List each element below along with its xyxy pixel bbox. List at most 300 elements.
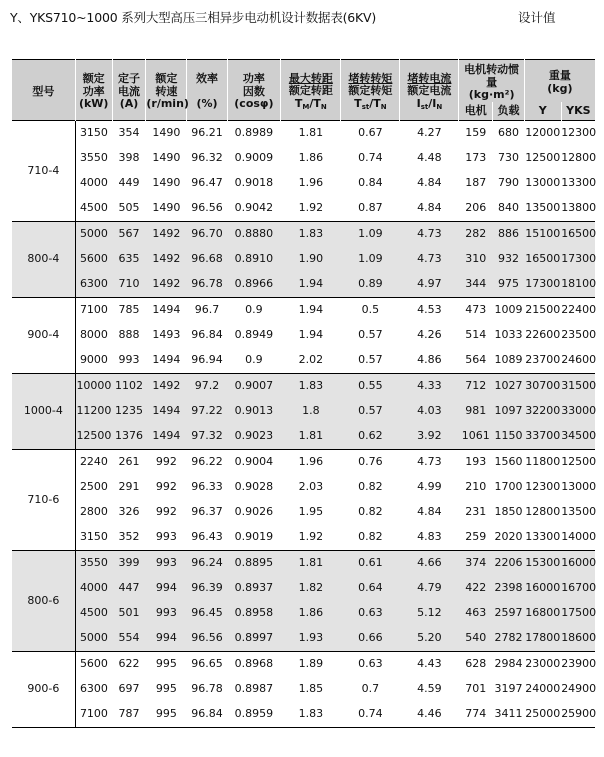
table-cell: 354 xyxy=(112,120,146,146)
table-cell: 886 xyxy=(493,221,525,247)
table-cell: 501 xyxy=(112,601,146,626)
table-cell: 993 xyxy=(155,530,177,544)
table-cell: 33000 xyxy=(561,399,595,424)
header-text: 额定转距 xyxy=(288,84,333,98)
table-cell: 1.94 xyxy=(281,297,341,323)
table-cell: 17300 xyxy=(561,247,595,272)
table-cell: 97.2 xyxy=(187,373,227,399)
table-cell: 995 xyxy=(146,651,187,677)
table-cell: 4.83 xyxy=(417,530,442,544)
table-cell: 0.9019 xyxy=(234,530,274,544)
table-cell: 96.56 xyxy=(187,626,227,652)
table-cell: 15100 xyxy=(524,221,561,247)
table-cell: 2206 xyxy=(493,550,525,576)
table-cell: 352 xyxy=(118,530,140,544)
header-text: 最大转距 xyxy=(288,71,333,85)
design-value-label: 设计值 xyxy=(518,10,556,25)
header-text: 额定 xyxy=(155,72,178,85)
table-cell: 0.5 xyxy=(341,297,400,323)
table-cell: 96.78 xyxy=(191,682,223,696)
table-cell: 3550 xyxy=(79,151,108,165)
header-text: (kW) xyxy=(78,97,109,111)
table-row xyxy=(12,196,595,222)
table-cell: 0.87 xyxy=(358,201,383,215)
table-cell: 3197 xyxy=(494,682,523,696)
header-text: 重量 xyxy=(548,69,571,83)
table-cell: 344 xyxy=(459,272,493,298)
table-row xyxy=(12,449,595,475)
header-text: 定子 xyxy=(118,72,140,85)
table-cell: 0.8987 xyxy=(234,682,274,696)
table-row xyxy=(12,373,595,399)
table-cell: 0.8895 xyxy=(227,550,281,576)
table-cell: 4.73 xyxy=(400,221,459,247)
table-cell: 23900 xyxy=(561,651,595,677)
table-cell: 4.66 xyxy=(400,550,459,576)
table-cell: 4.26 xyxy=(417,328,442,342)
table-cell: 33700 xyxy=(524,424,561,450)
table-cell: 1492 xyxy=(146,247,187,272)
model-cell: 800-6 xyxy=(12,550,75,651)
table-cell: 97.32 xyxy=(187,424,227,450)
header-power-factor xyxy=(227,60,281,121)
table-cell: 994 xyxy=(146,576,187,601)
header-inertia xyxy=(459,60,524,102)
table-cell: 1.90 xyxy=(281,247,341,272)
table-row xyxy=(12,601,595,626)
table-cell: 18100 xyxy=(561,272,595,298)
header-text: 效率 xyxy=(196,72,218,85)
table-cell: 4.53 xyxy=(400,297,459,323)
header-text: 功率 xyxy=(242,72,265,85)
table-cell: 1494 xyxy=(152,353,181,367)
table-cell: 5.20 xyxy=(400,626,459,652)
table-cell: 193 xyxy=(459,449,493,475)
table-cell: 0.8958 xyxy=(227,601,281,626)
table-cell: 1.83 xyxy=(281,221,341,247)
table-cell: 0.66 xyxy=(341,626,400,652)
table-cell: 13500 xyxy=(525,201,561,215)
table-cell: 730 xyxy=(497,151,519,165)
header-rated-power xyxy=(75,60,112,121)
table-cell: 4.99 xyxy=(417,480,442,494)
table-cell: 1.8 xyxy=(281,399,341,424)
header-rated-speed xyxy=(146,60,187,121)
table-cell: 25000 xyxy=(525,707,561,721)
table-cell: 97.22 xyxy=(187,399,227,424)
table-cell: 0.67 xyxy=(341,120,400,146)
table-cell: 96.24 xyxy=(187,550,227,576)
table-cell: 1494 xyxy=(146,399,187,424)
table-row xyxy=(12,146,595,171)
table-cell: 1.92 xyxy=(298,201,324,215)
table-cell: 16500 xyxy=(561,221,595,247)
table-cell: 993 xyxy=(146,601,187,626)
table-cell: 975 xyxy=(493,272,525,298)
table-row xyxy=(12,651,595,677)
table-cell: 12300 xyxy=(525,480,561,494)
header-locked-torque xyxy=(341,60,400,121)
table-cell: 23500 xyxy=(561,328,597,342)
table-cell: 4.03 xyxy=(400,399,459,424)
header-text: (kg) xyxy=(547,81,573,95)
table-row xyxy=(12,399,595,424)
header-text: 电流 xyxy=(118,84,140,98)
table-cell: 1492 xyxy=(146,373,187,399)
table-cell: 1.81 xyxy=(281,550,341,576)
header-weight-y: Y xyxy=(524,102,561,121)
table-cell: 5600 xyxy=(75,651,112,677)
table-cell: 1490 xyxy=(152,201,181,215)
table-cell: 2800 xyxy=(79,505,108,519)
table-cell: 6300 xyxy=(79,682,108,696)
table-cell: 1.86 xyxy=(298,151,324,165)
table-cell: 173 xyxy=(465,151,487,165)
table-cell: 2500 xyxy=(79,480,108,494)
table-cell: 399 xyxy=(112,550,146,576)
table-cell: 995 xyxy=(155,707,177,721)
row-group-710-4 xyxy=(12,120,595,221)
table-cell: 5000 xyxy=(75,221,112,247)
table-cell: 261 xyxy=(112,449,146,475)
table-cell: 10000 xyxy=(75,373,112,399)
table-cell: 12800 xyxy=(525,505,561,519)
table-cell: 0.74 xyxy=(358,707,383,721)
table-cell: 0.57 xyxy=(341,399,400,424)
table-row xyxy=(12,475,595,500)
table-row xyxy=(12,221,595,247)
table-row xyxy=(12,525,595,551)
table-cell: 0.8910 xyxy=(227,247,281,272)
table-cell: 1490 xyxy=(152,176,181,190)
table-row xyxy=(12,576,595,601)
table-cell: 2240 xyxy=(75,449,112,475)
table-cell: 34500 xyxy=(561,424,595,450)
table-cell: 0.8949 xyxy=(234,328,274,342)
table-cell: 932 xyxy=(493,247,525,272)
model-cell: 800-4 xyxy=(12,221,75,297)
table-cell: 981 xyxy=(459,399,493,424)
table-cell: 96.22 xyxy=(187,449,227,475)
table-cell: 17300 xyxy=(524,272,561,298)
table-cell: 1102 xyxy=(112,373,146,399)
table-cell: 13000 xyxy=(561,480,597,494)
table-cell: 0.89 xyxy=(341,272,400,298)
table-cell: 31500 xyxy=(561,373,595,399)
header-text: 额定转矩 xyxy=(348,84,393,98)
table-cell: 0.64 xyxy=(341,576,400,601)
table-cell: 1.95 xyxy=(298,505,324,519)
header-weight xyxy=(524,60,595,102)
table-cell: 1490 xyxy=(146,120,187,146)
model-cell: 710-4 xyxy=(12,120,75,221)
table-row xyxy=(12,677,595,702)
table-cell: 0.9 xyxy=(245,353,263,367)
table-cell: 567 xyxy=(112,221,146,247)
table-cell: 96.78 xyxy=(187,272,227,298)
table-cell: 16000 xyxy=(561,550,595,576)
table-cell: 12500 xyxy=(75,424,112,450)
table-cell: 1.94 xyxy=(281,272,341,298)
table-cell: 1.09 xyxy=(341,221,400,247)
table-cell: 0.8966 xyxy=(227,272,281,298)
table-cell: 1.96 xyxy=(298,176,324,190)
table-cell: 680 xyxy=(493,120,525,146)
model-cell: 900-6 xyxy=(12,651,75,727)
table-cell: 16000 xyxy=(524,576,561,601)
table-cell: 1150 xyxy=(493,424,525,450)
table-cell: 0.9028 xyxy=(234,480,274,494)
table-cell: 0.9018 xyxy=(234,176,274,190)
table-cell: 11200 xyxy=(75,399,112,424)
table-cell: 2398 xyxy=(493,576,525,601)
table-cell: 1490 xyxy=(152,151,181,165)
table-cell: 473 xyxy=(459,297,493,323)
table-cell: 1.82 xyxy=(281,576,341,601)
header-text: 堵转转矩 xyxy=(348,71,393,85)
table-cell: 5000 xyxy=(75,626,112,652)
table-cell: 4.59 xyxy=(417,682,442,696)
table-cell: 1376 xyxy=(112,424,146,450)
table-cell: 210 xyxy=(465,480,487,494)
table-cell: 159 xyxy=(459,120,493,146)
table-cell: 1560 xyxy=(493,449,525,475)
header-text: (r/min) xyxy=(146,97,189,111)
table-cell: 7100 xyxy=(75,297,112,323)
table-cell: 0.82 xyxy=(358,530,383,544)
table-cell: 96.33 xyxy=(191,480,223,494)
table-cell: 790 xyxy=(497,176,519,190)
table-cell: 0.61 xyxy=(341,550,400,576)
table-cell: 23000 xyxy=(524,651,561,677)
table-cell: 1.92 xyxy=(298,530,324,544)
header-text: (kg·m²) xyxy=(468,88,515,102)
table-cell: 259 xyxy=(465,530,487,544)
table-cell: 0.9009 xyxy=(234,151,274,165)
table-cell: 1009 xyxy=(493,297,525,323)
table-cell: 4.97 xyxy=(400,272,459,298)
table-cell: 0.82 xyxy=(358,505,383,519)
table-cell: 0.76 xyxy=(341,449,400,475)
table-cell: 5.12 xyxy=(400,601,459,626)
table-cell: 4.73 xyxy=(400,247,459,272)
table-cell: 3150 xyxy=(79,530,108,544)
table-cell: 12500 xyxy=(525,151,561,165)
header-stator-current xyxy=(112,60,146,121)
table-cell: 0.8968 xyxy=(227,651,281,677)
header-formula: $T_M/T_N$ xyxy=(294,97,327,112)
header-inertia-motor: 电机 xyxy=(459,102,493,121)
table-cell: 7100 xyxy=(79,707,108,721)
table-cell: 206 xyxy=(465,201,487,215)
table-cell: 16700 xyxy=(561,576,595,601)
table-cell: 1493 xyxy=(152,328,181,342)
table-cell: 13800 xyxy=(561,201,597,215)
header-weight-yks: YKS xyxy=(561,102,595,121)
table-cell: 0.9007 xyxy=(227,373,281,399)
model-cell: 1000-4 xyxy=(12,373,75,449)
model-cell: 710-6 xyxy=(12,449,75,550)
table-cell: 13500 xyxy=(561,505,597,519)
table-cell: 12000 xyxy=(524,120,561,146)
header-formula: $T_{st}/T_N$ xyxy=(354,97,387,112)
table-cell: 422 xyxy=(459,576,493,601)
table-cell: 1089 xyxy=(494,353,523,367)
table-cell: 2782 xyxy=(493,626,525,652)
table-cell: 25900 xyxy=(561,707,597,721)
row-group-800-4 xyxy=(12,221,595,297)
row-group-800-6 xyxy=(12,550,595,651)
table-cell: 24000 xyxy=(525,682,561,696)
table-row xyxy=(12,500,595,525)
table-cell: 32200 xyxy=(524,399,561,424)
header-text: (A) xyxy=(119,97,139,111)
table-cell: 16500 xyxy=(524,247,561,272)
table-cell: 992 xyxy=(155,505,177,519)
table-cell: 1061 xyxy=(459,424,493,450)
table-cell: 0.57 xyxy=(358,328,383,342)
table-cell: 96.32 xyxy=(191,151,223,165)
header-model: 型号 xyxy=(12,60,75,121)
table-cell: 22600 xyxy=(525,328,561,342)
table-cell: 0.8880 xyxy=(227,221,281,247)
table-row xyxy=(12,702,595,728)
table-cell: 4.46 xyxy=(417,707,442,721)
table-cell: 326 xyxy=(118,505,140,519)
table-cell: 1.86 xyxy=(281,601,341,626)
table-cell: 231 xyxy=(465,505,487,519)
table-cell: 995 xyxy=(155,682,177,696)
header-locked-current xyxy=(400,60,459,121)
table-cell: 1.89 xyxy=(281,651,341,677)
header-efficiency xyxy=(187,60,227,121)
table-row xyxy=(12,297,595,323)
table-cell: 0.9013 xyxy=(227,399,281,424)
table-cell: 1850 xyxy=(494,505,523,519)
table-cell: 2597 xyxy=(493,601,525,626)
table-cell: 4500 xyxy=(79,201,108,215)
table-cell: 0.84 xyxy=(358,176,383,190)
table-cell: 1.94 xyxy=(298,328,324,342)
table-cell: 993 xyxy=(146,550,187,576)
table-cell: 564 xyxy=(465,353,487,367)
table-cell: 96.70 xyxy=(187,221,227,247)
table-cell: 0.82 xyxy=(358,480,383,494)
table-cell: 0.9004 xyxy=(227,449,281,475)
table-cell: 0.9026 xyxy=(234,505,274,519)
table-cell: 0.9 xyxy=(227,297,281,323)
table-cell: 1.93 xyxy=(281,626,341,652)
table-cell: 96.43 xyxy=(191,530,223,544)
table-cell: 0.8937 xyxy=(227,576,281,601)
table-cell: 635 xyxy=(112,247,146,272)
table-cell: 6300 xyxy=(75,272,112,298)
table-cell: 282 xyxy=(459,221,493,247)
table-cell: 374 xyxy=(459,550,493,576)
row-group-710-6 xyxy=(12,449,595,550)
table-cell: 96.47 xyxy=(191,176,223,190)
table-cell: 4.27 xyxy=(400,120,459,146)
header-text: 功率 xyxy=(82,84,105,98)
table-cell: 2.02 xyxy=(298,353,324,367)
table-cell: 96.84 xyxy=(191,328,223,342)
table-cell: 24600 xyxy=(561,353,597,367)
table-cell: 30700 xyxy=(524,373,561,399)
table-cell: 4.84 xyxy=(417,201,442,215)
table-cell: 21500 xyxy=(524,297,561,323)
header-text: 堵转电流 xyxy=(407,71,452,85)
header-text: 因数 xyxy=(242,84,265,98)
table-cell: 0.8997 xyxy=(227,626,281,652)
table-cell: 23700 xyxy=(525,353,561,367)
table-cell: 96.65 xyxy=(187,651,227,677)
table-cell: 16800 xyxy=(524,601,561,626)
table-cell: 1492 xyxy=(146,221,187,247)
table-cell: 1494 xyxy=(146,297,187,323)
table-cell: 505 xyxy=(118,201,140,215)
table-row xyxy=(12,120,595,146)
header-formula: $I_{st}/I_N$ xyxy=(416,97,443,112)
table-cell: 12800 xyxy=(561,151,597,165)
table-cell: 1235 xyxy=(112,399,146,424)
table-cell: 4000 xyxy=(75,576,112,601)
table-cell: 14000 xyxy=(561,530,597,544)
motor-data-table xyxy=(12,59,595,728)
table-cell: 13300 xyxy=(561,176,597,190)
table-cell: 310 xyxy=(459,247,493,272)
table-cell: 8000 xyxy=(79,328,108,342)
table-cell: 4.43 xyxy=(400,651,459,677)
table-cell: 0.8959 xyxy=(234,707,274,721)
table-cell: 4000 xyxy=(79,176,108,190)
table-cell: 1033 xyxy=(494,328,523,342)
table-cell: 554 xyxy=(112,626,146,652)
table-cell: 622 xyxy=(112,651,146,677)
table-cell: 0.62 xyxy=(341,424,400,450)
table-cell: 1494 xyxy=(146,424,187,450)
table-cell: 96.21 xyxy=(187,120,227,146)
header-text: (%) xyxy=(196,97,218,111)
table-cell: 9000 xyxy=(79,353,108,367)
table-row xyxy=(12,626,595,652)
table-cell: 4.48 xyxy=(417,151,442,165)
table-row xyxy=(12,171,595,196)
table-cell: 11800 xyxy=(524,449,561,475)
table-cell: 463 xyxy=(459,601,493,626)
table-row xyxy=(12,323,595,348)
table-cell: 13000 xyxy=(525,176,561,190)
table-cell: 1700 xyxy=(494,480,523,494)
table-cell: 24900 xyxy=(561,682,597,696)
table-cell: 12500 xyxy=(561,449,595,475)
table-cell: 888 xyxy=(118,328,140,342)
table-cell: 96.45 xyxy=(187,601,227,626)
table-cell: 96.7 xyxy=(187,297,227,323)
table-cell: 1097 xyxy=(493,399,525,424)
table-row xyxy=(12,424,595,450)
table-cell: 0.55 xyxy=(341,373,400,399)
table-cell: 992 xyxy=(155,480,177,494)
table-cell: 1.83 xyxy=(298,707,324,721)
table-cell: 994 xyxy=(146,626,187,652)
table-cell: 0.8989 xyxy=(227,120,281,146)
table-cell: 1.09 xyxy=(341,247,400,272)
header-max-torque xyxy=(281,60,341,121)
header-text: 电机转动惯量 xyxy=(464,63,520,89)
table-cell: 3411 xyxy=(494,707,523,721)
table-cell: 697 xyxy=(118,682,140,696)
header-text: 额定 xyxy=(82,72,105,85)
